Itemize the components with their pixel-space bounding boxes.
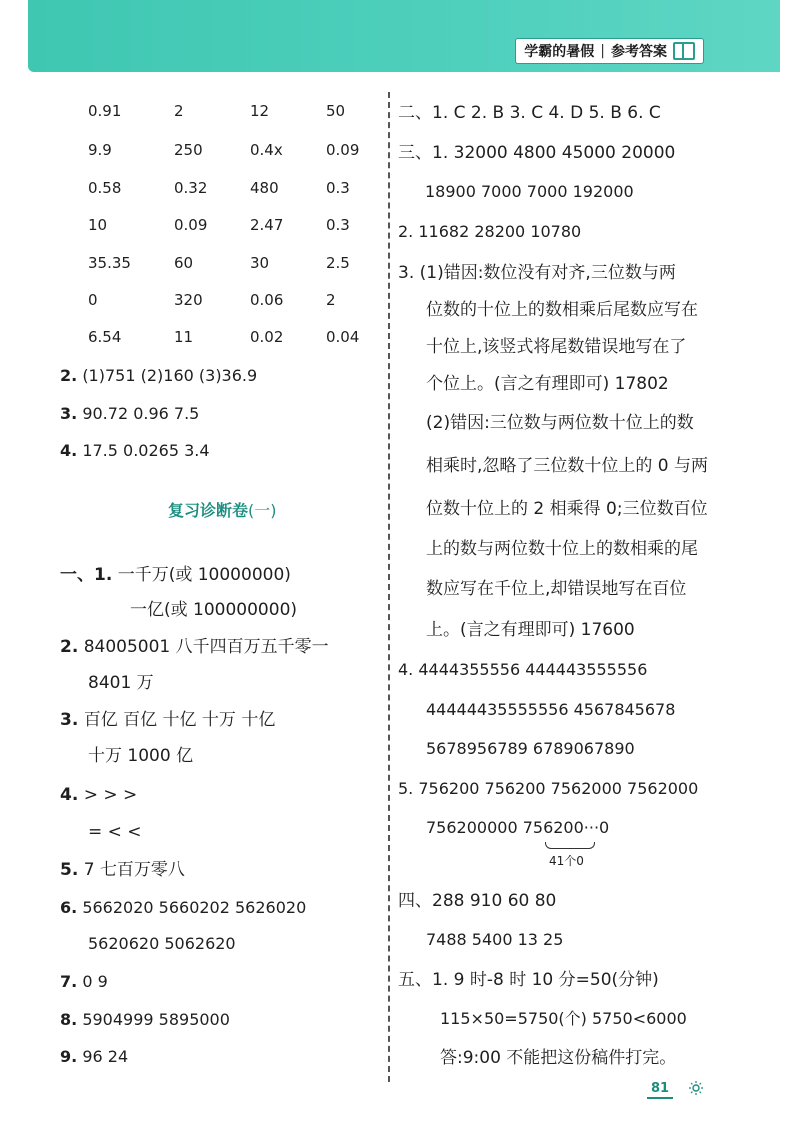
answer-line: (2)错因:三位数与两位数十位上的数	[426, 413, 694, 433]
question-number: 3.	[60, 710, 79, 730]
answer-line: 上的数与两位数十位上的数相乘的尾	[426, 539, 698, 559]
answer-line: 4. 4444355556 444443555556	[398, 660, 648, 679]
table-cell: 6.54	[88, 328, 122, 346]
answer-line: 相乘时,忽略了三位数十位上的 0 与两	[426, 456, 709, 476]
table-cell: 250	[174, 141, 203, 159]
table-cell: 320	[174, 291, 203, 309]
section-label: 参考答案	[611, 44, 667, 60]
answer-text: 84005001 八千四百万五千零一	[83, 637, 329, 657]
answer-text: 一千万(或 10000000)	[117, 565, 291, 585]
answer-text: 8401 万	[88, 673, 154, 693]
answer-line: 四、288 910 60 80	[398, 891, 557, 911]
table-cell: 2.5	[326, 254, 350, 272]
table-cell: 11	[174, 328, 194, 346]
book-icon	[673, 42, 695, 60]
table-cell: 35.35	[88, 254, 131, 272]
table-cell: 0.32	[174, 179, 208, 197]
answer-line: 三、1. 32000 4800 45000 20000	[398, 143, 676, 163]
answer-line: 二、1. C 2. B 3. C 4. D 5. B 6. C	[398, 103, 661, 123]
table-cell: 10	[88, 216, 108, 234]
answer-line	[88, 673, 154, 693]
answer-line: 115×50=5750(个) 5750<6000	[440, 1009, 687, 1028]
table-cell: 60	[174, 254, 194, 272]
table-cell: 0.09	[326, 141, 360, 159]
answer-text: 0 9	[82, 972, 108, 991]
answer-line: 十位上,该竖式将尾数错误地写在了	[426, 337, 687, 357]
column-divider	[388, 92, 390, 1082]
answer-line	[60, 972, 108, 992]
table-cell: 0.3	[326, 179, 350, 197]
table-cell: 0	[88, 291, 98, 309]
zero-count-brace	[545, 842, 595, 849]
table-cell: 0.4x	[250, 141, 283, 159]
answer-line	[60, 637, 329, 657]
question-number: 2.	[60, 637, 79, 657]
answer-line	[60, 710, 275, 730]
table-cell: 0.3	[326, 216, 350, 234]
table-cell: 0.04	[326, 328, 360, 346]
header-tag	[515, 38, 704, 64]
table-cell: 0.02	[250, 328, 284, 346]
answer-text: = < <	[88, 822, 142, 842]
answer-line	[60, 860, 185, 880]
page-number: 81	[647, 1081, 673, 1099]
section-title-text: 复习诊断卷	[168, 501, 249, 520]
answer-text: 90.72 0.96 7.5	[82, 404, 200, 423]
answer-line: 756200000 756200···0	[426, 818, 610, 837]
answer-line	[60, 366, 257, 386]
table-cell: 0.09	[174, 216, 208, 234]
answer-line: 2. 11682 28200 10780	[398, 222, 582, 241]
answer-line: 个位上。(言之有理即可) 17802	[426, 374, 669, 394]
zero-count-label: 41个0	[549, 854, 584, 868]
answer-line	[88, 822, 142, 842]
answer-line	[60, 441, 210, 461]
swirl-icon	[688, 1080, 704, 1096]
question-number: 3.	[60, 404, 78, 423]
table-cell: 9.9	[88, 141, 112, 159]
table-cell: 2.47	[250, 216, 284, 234]
answer-line	[60, 1047, 128, 1067]
table-cell: 0.58	[88, 179, 122, 197]
table-cell: 0.06	[250, 291, 284, 309]
answer-line: 上。(言之有理即可) 17600	[426, 620, 635, 640]
answer-line	[88, 934, 236, 954]
table-cell: 480	[250, 179, 279, 197]
answer-line	[88, 746, 193, 766]
table-cell: 30	[250, 254, 270, 272]
answer-text: 十万 1000 亿	[88, 746, 194, 766]
question-number: 4.	[60, 785, 79, 805]
answer-line	[60, 404, 199, 424]
answer-line	[60, 1010, 230, 1030]
answer-line	[60, 565, 291, 585]
table-cell: 12	[250, 102, 270, 120]
question-number: 5.	[60, 860, 79, 880]
question-number: 9.	[60, 1047, 78, 1066]
question-number: 6.	[60, 898, 78, 917]
answer-text: 96 24	[82, 1047, 129, 1066]
answer-text: > > >	[83, 785, 138, 805]
answer-text: 7 七百万零八	[83, 860, 185, 880]
answer-line: 五、1. 9 时-8 时 10 分=50(分钟)	[398, 970, 659, 990]
answer-line: 18900 7000 7000 192000	[425, 182, 634, 201]
answer-line: 5678956789 6789067890	[426, 739, 635, 758]
answer-text: 5904999 5895000	[82, 1010, 230, 1029]
answer-line: 数应写在千位上,却错误地写在百位	[426, 579, 687, 599]
question-number: 一、1.	[60, 565, 113, 585]
answer-text: (1)751 (2)160 (3)36.9	[82, 366, 258, 385]
answer-line: 3. (1)错因:数位没有对齐,三位数与两	[398, 263, 676, 283]
table-cell: 50	[326, 102, 346, 120]
answer-text: 5620620 5062620	[88, 934, 236, 953]
answer-line: 位数的十位上的数相乘后尾数应写在	[426, 300, 698, 320]
question-number: 8.	[60, 1010, 78, 1029]
table-cell: 2	[326, 291, 336, 309]
question-number: 2.	[60, 366, 78, 385]
series-title: 学霸的暑假	[524, 44, 595, 60]
answer-line: 5. 756200 756200 7562000 7562000	[398, 779, 699, 798]
answer-text: 一亿(或 100000000)	[130, 600, 298, 620]
answer-line	[60, 898, 306, 918]
question-number: 4.	[60, 441, 78, 460]
answer-line: 位数十位上的 2 相乘得 0;三位数百位	[426, 499, 708, 519]
answer-line: 答:9:00 不能把这份稿件打完。	[440, 1048, 677, 1068]
answer-line	[130, 600, 297, 620]
answer-line: 7488 5400 13 25	[426, 930, 564, 949]
table-cell: 0.91	[88, 102, 122, 120]
section-title-paren: (一)	[248, 501, 277, 520]
question-number: 7.	[60, 972, 78, 991]
section-title	[168, 498, 277, 521]
answer-line	[60, 785, 137, 805]
answer-line: 44444435555556 4567845678	[426, 700, 676, 719]
header-divider: |	[600, 43, 605, 59]
table-cell: 2	[174, 102, 184, 120]
answer-text: 百亿 百亿 十亿 十万 十亿	[83, 710, 276, 730]
answer-text: 17.5 0.0265 3.4	[82, 441, 210, 460]
answer-text: 5662020 5660202 5626020	[82, 898, 307, 917]
